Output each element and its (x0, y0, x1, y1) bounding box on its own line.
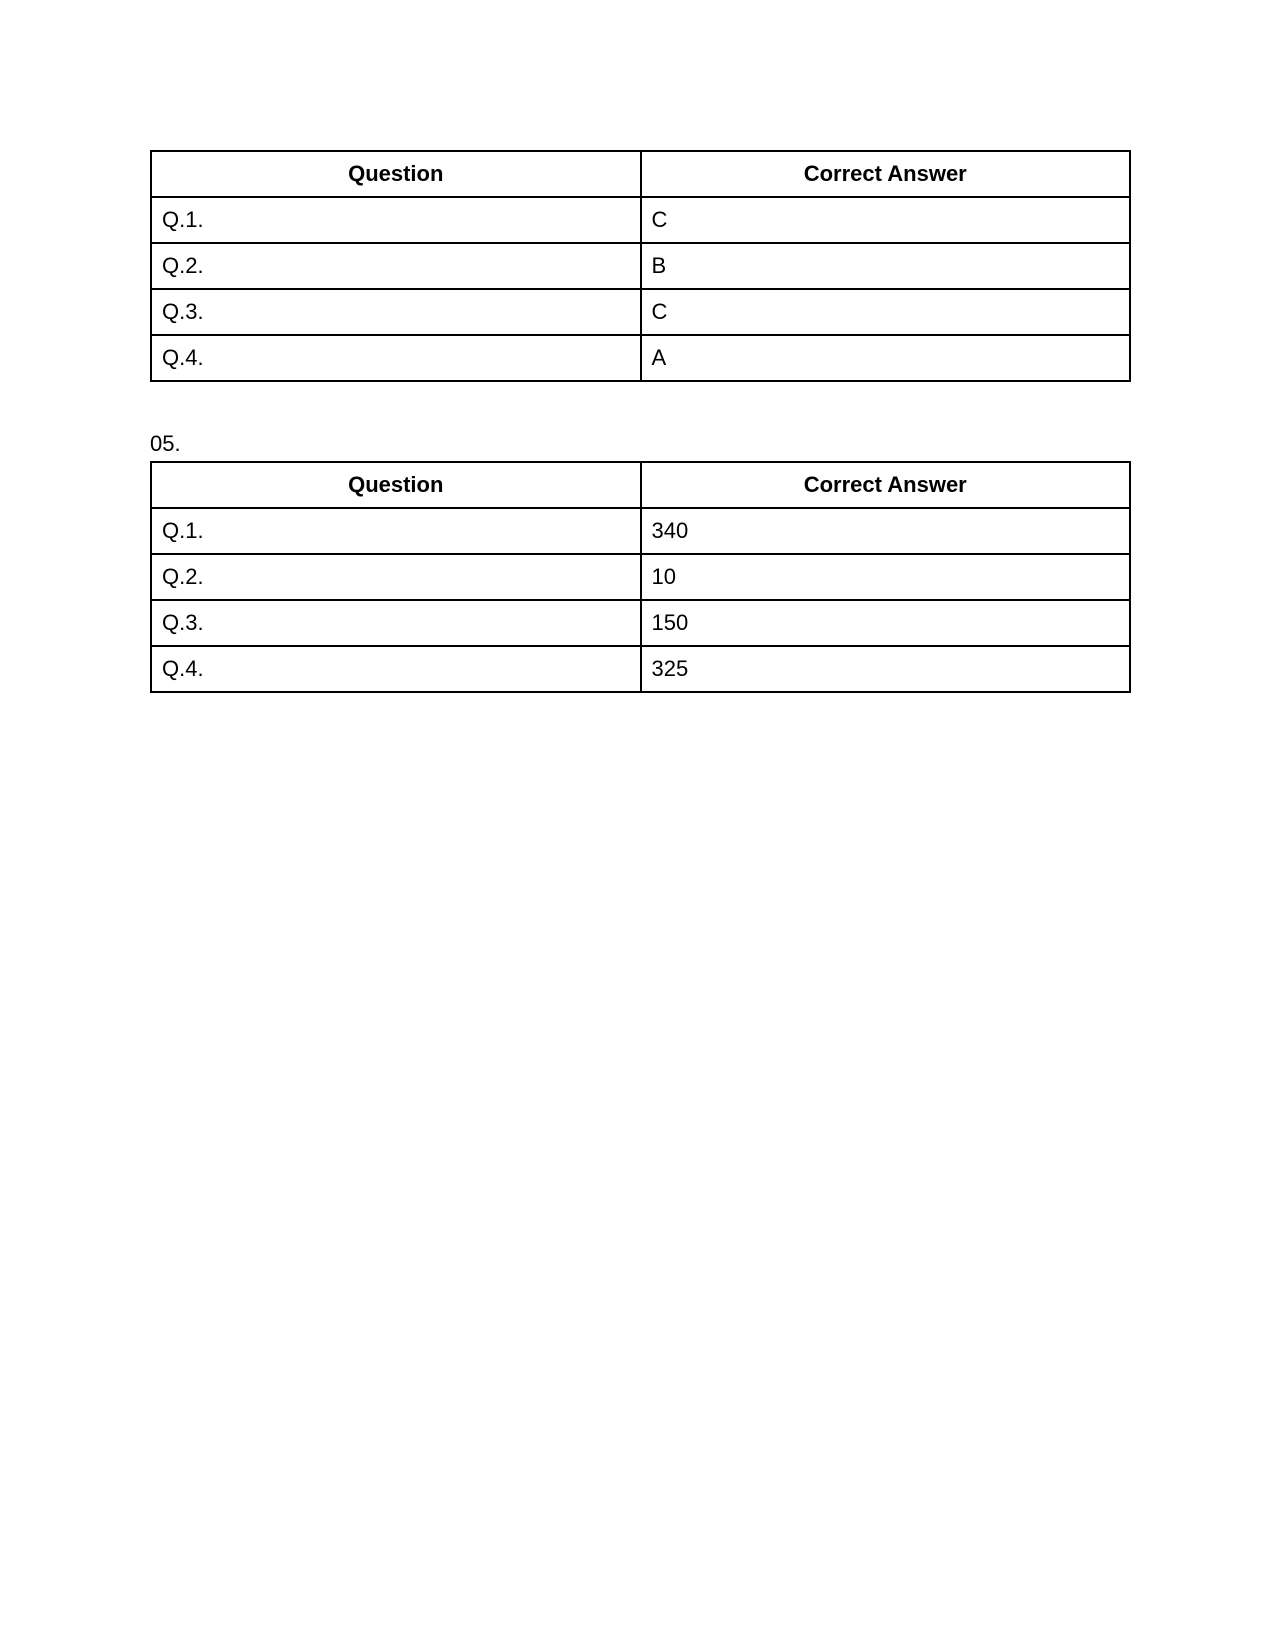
table-row (151, 335, 1130, 381)
question-cell: Q.1. (151, 508, 641, 554)
answer-cell: 325 (641, 646, 1131, 692)
header-question: Question (151, 151, 641, 197)
answer-cell: C (641, 197, 1131, 243)
header-question: Question (151, 462, 641, 508)
table-row (151, 243, 1130, 289)
header-correct-answer: Correct Answer (641, 462, 1131, 508)
table-row (151, 289, 1130, 335)
table-row (151, 600, 1130, 646)
answer-cell: A (641, 335, 1131, 381)
question-cell: Q.2. (151, 243, 641, 289)
table-row (151, 508, 1130, 554)
answer-table-1 (150, 150, 1131, 382)
table-row (151, 554, 1130, 600)
answer-cell: B (641, 243, 1131, 289)
header-correct-answer: Correct Answer (641, 151, 1131, 197)
question-cell: Q.2. (151, 554, 641, 600)
answer-cell: 10 (641, 554, 1131, 600)
question-cell: Q.4. (151, 335, 641, 381)
section-label: 05. (150, 431, 181, 456)
answer-table-2 (150, 461, 1131, 693)
header-row (151, 462, 1130, 508)
table-row (151, 197, 1130, 243)
answer-cell: C (641, 289, 1131, 335)
answer-cell: 340 (641, 508, 1131, 554)
question-cell: Q.4. (151, 646, 641, 692)
question-cell: Q.3. (151, 289, 641, 335)
question-cell: Q.1. (151, 197, 641, 243)
question-cell: Q.3. (151, 600, 641, 646)
header-row (151, 151, 1130, 197)
answer-cell: 150 (641, 600, 1131, 646)
table-row (151, 646, 1130, 692)
